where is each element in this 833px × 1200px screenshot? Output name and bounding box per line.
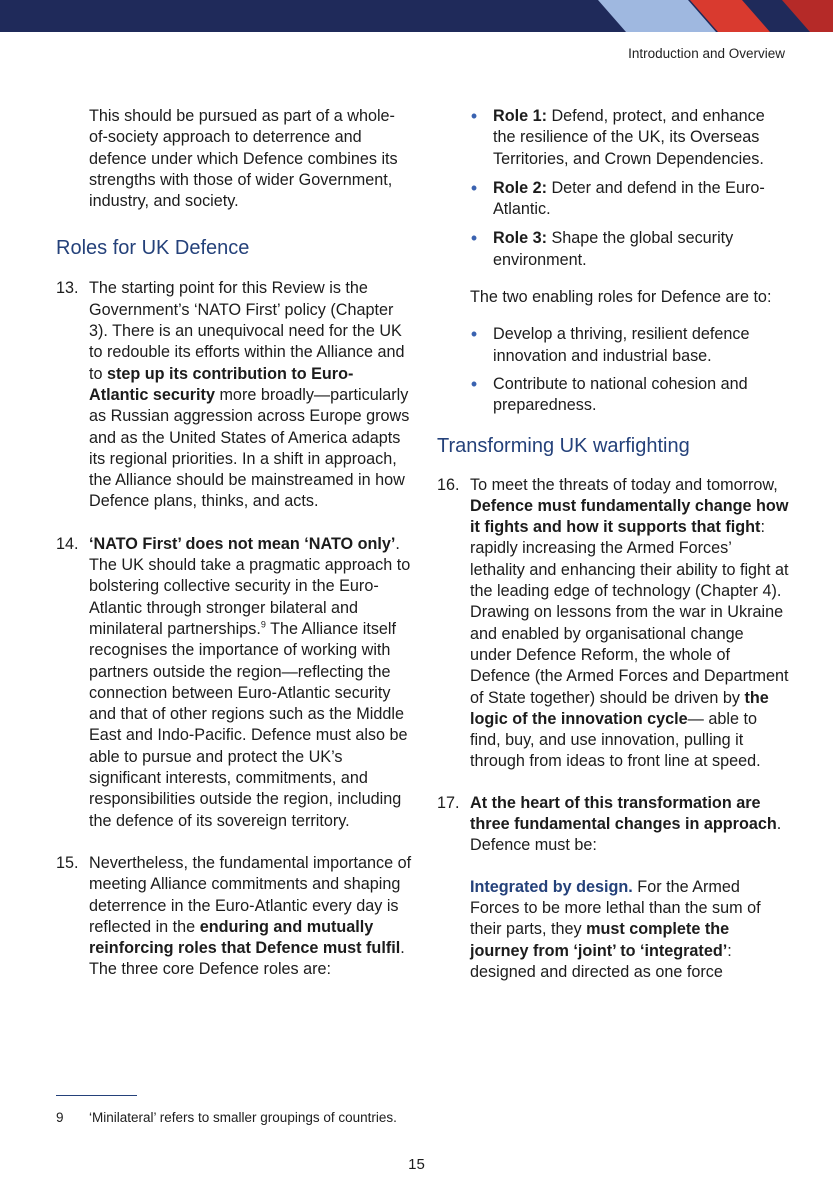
enabling-roles-intro: The two enabling roles for Defence are to:: [470, 288, 772, 307]
footnote-divider: [56, 1095, 137, 1096]
footnote-text: ‘Minilateral’ refers to smaller groupings of countries.: [89, 1110, 397, 1125]
list-item: • Role 1: Defend, protect, and enhance the resilience of the UK, its Overseas Territories, and Crown Dependencies.: [437, 106, 789, 170]
running-head: Introduction and Overview: [628, 46, 785, 61]
list-item: • Contribute to national cohesion and preparedness.: [437, 374, 789, 417]
list-item: • Role 2: Deter and defend in the Euro-Atlantic.: [437, 178, 789, 221]
bullet-icon: •: [470, 106, 478, 126]
bullet-icon: •: [470, 373, 478, 394]
paragraph-13-text: The starting point for this Review is the Government’s ‘NATO First’ policy (Chapter 3). There is an unequivocal need for the UK to redouble its efforts within the Alliance and to step up its contribution to Euro-Atlantic security more broadly—particularly as Russian aggression across Europe grows and as the United States of America adapts its regional priorities. In a shift in approach, the Alliance should be mainstreamed in how Defence plans, thinks, and acts.: [89, 279, 410, 511]
bullet-icon: •: [470, 228, 478, 249]
page-number: 15: [408, 1156, 425, 1173]
paragraph-17: [437, 793, 789, 857]
paragraph-16-text: To meet the threats of today and tomorrow, Defence must fundamentally change how it fights and how it supports that fight: rapidly increasing the Armed Forces’ lethality and enhancing their ability to fight at the leading edge of technology (Chapter 4). Drawing on lessons from the war in Ukraine and enabled by organisational change under Defence Reform, the whole of Defence (the Armed Forces and Department of State together) should be driven by the logic of the innovation cycle— able to find, buy, and use innovation, pulling it through from ideas to front line at speed.: [470, 475, 789, 771]
bullet-icon: •: [470, 177, 478, 198]
paragraph-14: [56, 534, 412, 832]
decorative-header-bar: [0, 0, 833, 32]
core-roles-list: [437, 106, 789, 271]
paragraph-number: 15.: [56, 853, 79, 872]
integrated-by-design-paragraph: Integrated by design. For the Armed Forces to be more lethal than the sum of their parts, they must complete the journey from ‘joint’ to ‘integrated’: designed and directed as one force: [470, 877, 761, 981]
paragraph-14-text: ‘NATO First’ does not mean ‘NATO only’. The UK should take a pragmatic approach to bolstering collective security in the Euro-Atlantic through stronger bilateral and minilateral partnerships.$^9$ The Alliance itself recognises the importance of working with partners outside the region—reflecting the connection between Euro-Atlantic security and that of other regions such as the Middle East and Indo-Pacific. Defence must also be able to pursue and protect the UK’s significant interests, commitments, and responsibilities outside the region, including the defence of its sovereign territory.: [89, 534, 411, 830]
paragraph-17-text: At the heart of this transformation are three fundamental changes in approach. Defence must be:: [470, 793, 782, 855]
paragraph-number: 16.: [437, 475, 460, 494]
right-column: [437, 106, 789, 983]
bullet-icon: •: [470, 324, 478, 345]
left-column: [56, 106, 412, 981]
paragraph-16: [437, 475, 789, 773]
footnote-number: 9: [56, 1110, 64, 1125]
intro-paragraph: This should be pursued as part of a whole-of-society approach to deterrence and defence under which Defence combines its strengths with those of wider Government, industry, and society.: [89, 107, 398, 211]
section-heading-warfighting: Transforming UK warfighting: [437, 434, 690, 457]
footnote-reference: 9: [260, 619, 266, 630]
enabling-roles-list: [437, 324, 789, 416]
list-item: • Role 3: Shape the global security environment.: [437, 228, 789, 271]
list-item: • Develop a thriving, resilient defence innovation and industrial base.: [437, 324, 789, 367]
section-heading-roles: Roles for UK Defence: [56, 237, 250, 260]
footnote: [56, 1110, 397, 1125]
paragraph-number: 13.: [56, 279, 79, 298]
paragraph-15-text: Nevertheless, the fundamental importance of meeting Alliance commitments and shaping deterrence in the Euro-Atlantic every day is reflected in the enduring and mutually reinforcing roles that Defence must fulfil. The three core Defence roles are:: [89, 853, 412, 979]
paragraph-15: [56, 853, 412, 981]
paragraph-number: 14.: [56, 534, 79, 553]
paragraph-number: 17.: [437, 793, 460, 812]
paragraph-13: [56, 278, 412, 512]
